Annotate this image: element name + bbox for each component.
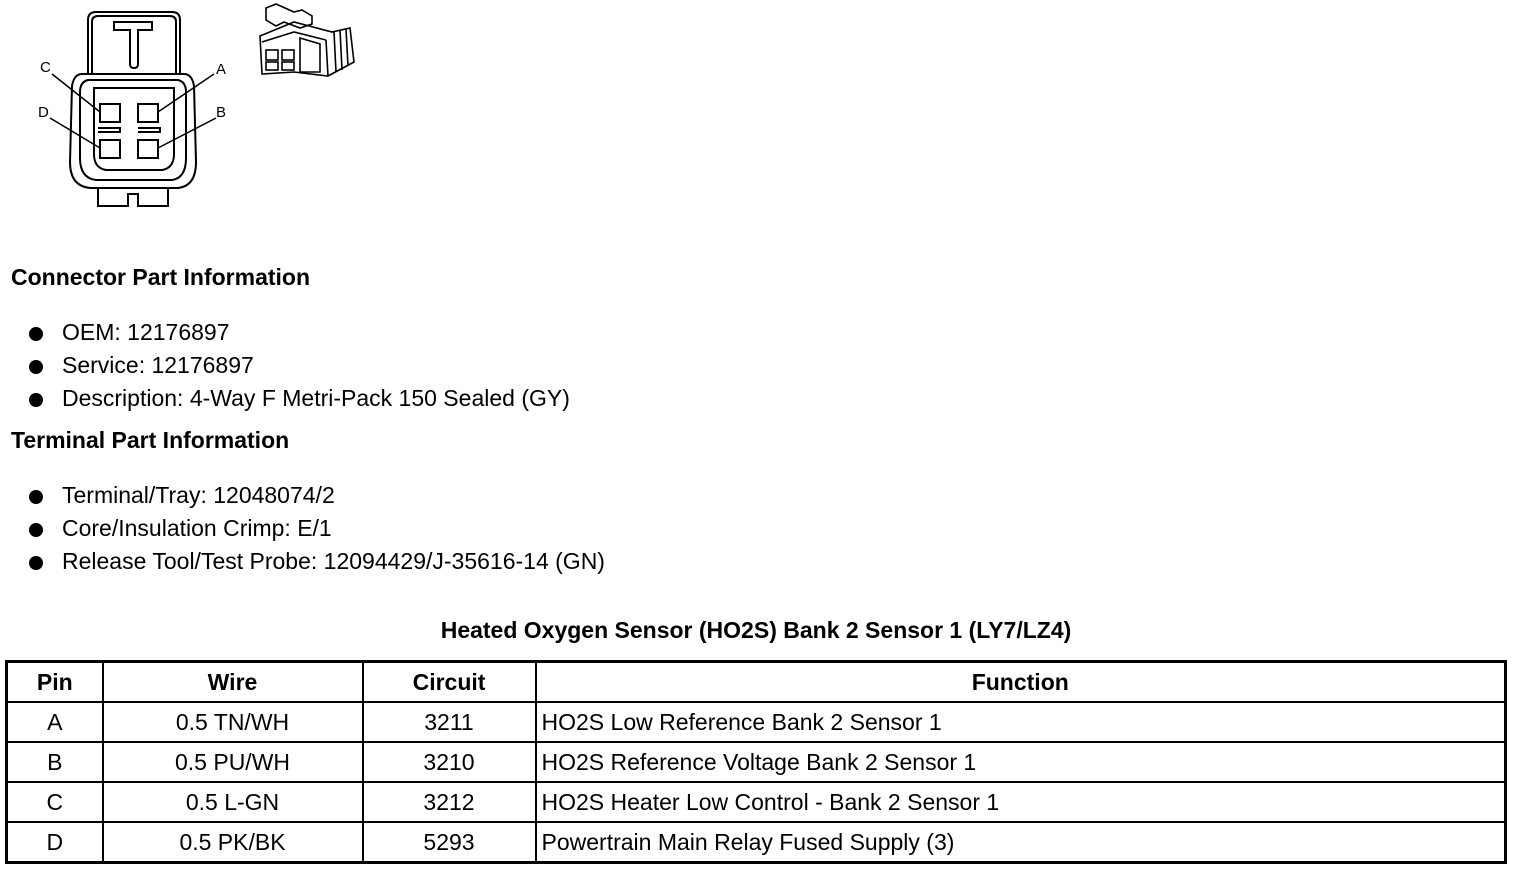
pin-table: [5, 660, 1507, 864]
list-item: Terminal/Tray: 12048074/2: [27, 479, 605, 512]
pin-label-b: B: [216, 104, 227, 121]
connector-isometric-diagram: [254, 2, 364, 91]
cell-circuit: 3212: [363, 782, 536, 822]
bullet-icon: [29, 523, 43, 537]
cell-circuit: 3211: [363, 702, 536, 742]
connector-part-info-list: [27, 316, 570, 415]
cell-pin: D: [7, 822, 103, 863]
cell-pin: B: [7, 742, 103, 782]
cell-circuit: 5293: [363, 822, 536, 863]
list-item: OEM: 12176897: [27, 316, 570, 349]
cell-circuit: 3210: [363, 742, 536, 782]
list-item: Service: 12176897: [27, 349, 570, 382]
table-header-row: [7, 662, 1506, 703]
header-pin: Pin: [7, 662, 103, 703]
terminal-part-info-title: Terminal Part Information: [11, 427, 290, 453]
pin-label-a: A: [216, 61, 227, 78]
pin-label-d: D: [38, 104, 49, 121]
cell-pin: A: [7, 702, 103, 742]
connector-part-info-title: Connector Part Information: [11, 264, 311, 290]
cell-function: HO2S Reference Voltage Bank 2 Sensor 1: [536, 742, 1506, 782]
header-wire: Wire: [103, 662, 363, 703]
cell-wire: 0.5 PU/WH: [103, 742, 363, 782]
bullet-icon: [29, 360, 43, 374]
terminal-part-info-list: [27, 479, 605, 578]
cell-function: Powertrain Main Relay Fused Supply (3): [536, 822, 1506, 863]
pin-table-title: Heated Oxygen Sensor (HO2S) Bank 2 Sensor 1 (LY7/LZ4): [440, 617, 1072, 643]
cell-pin: C: [7, 782, 103, 822]
connector-isometric-icon: [254, 2, 364, 86]
cell-function: HO2S Heater Low Control - Bank 2 Sensor 1: [536, 782, 1506, 822]
cell-wire: 0.5 TN/WH: [103, 702, 363, 742]
table-row: [7, 782, 1506, 822]
cell-wire: 0.5 PK/BK: [103, 822, 363, 863]
list-item: Core/Insulation Crimp: E/1: [27, 512, 605, 545]
bullet-icon: [29, 327, 43, 341]
bullet-icon: [29, 556, 43, 570]
pin-label-c: C: [40, 59, 51, 76]
bullet-icon: [29, 490, 43, 504]
bullet-icon: [29, 393, 43, 407]
header-circuit: Circuit: [363, 662, 536, 703]
cell-function: HO2S Low Reference Bank 2 Sensor 1: [536, 702, 1506, 742]
list-item: Description: 4-Way F Metri-Pack 150 Sealed (GY): [27, 382, 570, 415]
table-row: [7, 742, 1506, 782]
connector-face-diagram: [30, 2, 230, 217]
list-item: Release Tool/Test Probe: 12094429/J-35616-14 (GN): [27, 545, 605, 578]
table-row: [7, 822, 1506, 863]
header-function: Function: [536, 662, 1506, 703]
table-row: [7, 702, 1506, 742]
connector-face-icon: [30, 2, 230, 212]
cell-wire: 0.5 L-GN: [103, 782, 363, 822]
